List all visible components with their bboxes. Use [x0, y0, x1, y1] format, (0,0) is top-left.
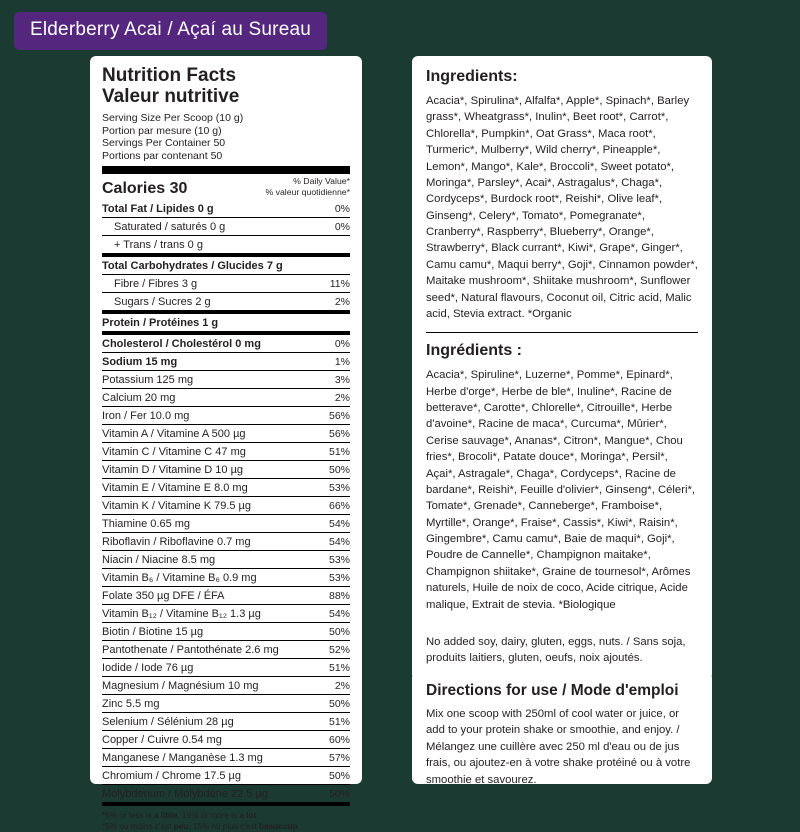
nutrient-daily-value: 0% [334, 202, 350, 215]
ingredients-text-en: Acacia*, Spirulina*, Alfalfa*, Apple*, Spinach*, Barley grass*, Wheatgrass*, Inulin*, Beet root*, Carrot*, Chlorella*, Pumpkin*, Oat Grass*, Maca root*, Turmeric*, Mulberry*, Wild cherry*, Pineapple*, Lemon*, Mango*, Kale*, Broccoli*, Sweet potato*, Moringa*, Parsley*, Acai*, Astragalus*, Chaga*, Cordyceps*, Burdock root*, Reishi*, Olive leaf*, Ginseng*, Celery*, Tomato*, Pomegranate*, Cranberry*, Raspberry*, Blueberry*, Orange*, Strawberry*, Black currant*, Kiwi*, Grape*, Ginger*, Camu camu*, Maqui berry*, Goji*, Cinnamon powder*, Maitake mushroom*, Shiitake mushroom*, Sunflower seed*, Natural flavours, Coconut oil, Citric acid, Malic acid, Stevia extract. *Organic [426, 95, 698, 320]
nutrient-daily-value: 51% [324, 659, 350, 677]
nutrition-row [102, 551, 350, 569]
nutrient-daily-value: 66% [324, 497, 350, 515]
directions-text: Mix one scoop with 250ml of cool water or juice, or add to your protein shake or smoothie, and enjoy. / Mélangez une cuillère avec 250 ml d'eau ou de jus frais, ou ajoutez-en à votre shake protéiné ou à votre smoothie et savourez. [426, 708, 691, 786]
nutrient-label: Niacin / Niacine 8.5 mg [102, 551, 324, 569]
ingredients-title-fr: Ingrédients : [426, 342, 523, 360]
nutrition-row [102, 293, 350, 313]
nutrition-row [102, 497, 350, 515]
nutrition-row [102, 333, 350, 353]
nutrient-daily-value: 2% [324, 293, 350, 313]
nutrition-row [102, 587, 350, 605]
nutrient-label: Zinc 5.5 mg [102, 695, 324, 713]
daily-value-header-fr: % valeur quotidienne* [265, 187, 350, 198]
nutrient-label: Sodium 15 mg [102, 353, 324, 371]
footnote-en: *5% or less is a little, 15% or more is a lot [102, 811, 257, 821]
nutrition-title-en: Nutrition Facts [102, 65, 237, 86]
nutrient-daily-value: 1% [324, 353, 350, 371]
nutrient-label: Vitamin A / Vitamine A 500 µg [102, 425, 324, 443]
nutrition-row [102, 569, 350, 587]
nutrient-label: Magnesium / Magnésium 10 mg [102, 677, 324, 695]
nutrition-row [102, 479, 350, 497]
nutrient-label: Thiamine 0.65 mg [102, 515, 324, 533]
nutrient-daily-value: 2% [324, 677, 350, 695]
nutrient-daily-value: 50% [324, 623, 350, 641]
nutrient-label: Calcium 20 mg [102, 389, 324, 407]
nutrient-label: Vitamin B₆ / Vitamine B₆ 0.9 mg [102, 569, 324, 587]
nutrition-row [102, 200, 350, 218]
nutrition-row [102, 515, 350, 533]
nutrient-daily-value: 0% [324, 218, 350, 236]
nutrient-daily-value: 51% [324, 443, 350, 461]
nutrient-label: Iron / Fer 10.0 mg [102, 407, 324, 425]
allergen-text: No added soy, dairy, gluten, eggs, nuts. / Sans soja, produits laitiers, gluten, oeufs, noix ajoutés. [426, 636, 686, 665]
serving-size-fr: Portion par mesure (10 g) [102, 124, 222, 137]
nutrient-daily-value: 2% [324, 389, 350, 407]
divider-medium [102, 802, 350, 806]
nutrition-row [102, 371, 350, 389]
nutrient-daily-value: 52% [324, 641, 350, 659]
nutrient-daily-value: 54% [324, 605, 350, 623]
nutrient-daily-value: 50% [324, 695, 350, 713]
nutrition-row [102, 236, 350, 256]
ingredients-panel [412, 56, 712, 636]
nutrition-row [102, 713, 350, 731]
nutrition-row [102, 641, 350, 659]
nutrient-daily-value: 53% [324, 569, 350, 587]
nutrition-row [102, 533, 350, 551]
nutrient-label: Folate 350 µg DFE / ÉFA [102, 587, 324, 605]
daily-value-header-en: % Daily Value* [293, 176, 350, 187]
nutrient-label: Iodide / Iode 76 µg [102, 659, 324, 677]
nutrient-daily-value: 88% [324, 587, 350, 605]
nutrition-row [102, 749, 350, 767]
footnote-fr: *5% ou moins c'est peu, 15% ou plus c'est beaucoup [102, 822, 298, 832]
nutrient-label: Selenium / Sélénium 28 µg [102, 713, 324, 731]
serving-size-en: Serving Size Per Scoop (10 g) [102, 112, 244, 125]
nutrient-label: Protein / Protéines 1 g [102, 312, 324, 333]
nutrient-daily-value: 53% [324, 479, 350, 497]
nutrient-daily-value: 11% [324, 275, 350, 293]
nutrient-label: Biotin / Biotine 15 µg [102, 623, 324, 641]
nutrition-title-fr: Valeur nutritive [102, 85, 240, 107]
nutrient-label: Total Fat / Lipides 0 g [102, 202, 214, 215]
nutrient-daily-value: 54% [324, 533, 350, 551]
servings-per-container-fr: Portions par contenant 50 [102, 149, 223, 162]
ingredients-divider [426, 332, 698, 333]
nutrition-row [102, 312, 350, 333]
nutrient-label: Saturated / saturés 0 g [102, 218, 324, 236]
nutrient-daily-value: 60% [324, 731, 350, 749]
nutrition-row [102, 255, 350, 275]
divider-thick [102, 166, 350, 174]
nutrient-label: Cholesterol / Cholestérol 0 mg [102, 333, 324, 353]
nutrient-daily-value: 56% [324, 425, 350, 443]
nutrition-row [102, 443, 350, 461]
nutrition-row [102, 677, 350, 695]
nutrition-row [102, 425, 350, 443]
nutrient-daily-value: 54% [324, 515, 350, 533]
directions-title: Directions for use / Mode d'emploi [426, 682, 679, 699]
nutrient-daily-value: 3% [324, 371, 350, 389]
nutrition-row [102, 353, 350, 371]
nutrient-label: Chromium / Chrome 17.5 µg [102, 767, 324, 785]
nutrition-row [102, 407, 350, 425]
nutrient-label: Molybdenum / Molybdène 22.5 µg [102, 785, 324, 803]
ingredients-text-fr: Acacia*, Spiruline*, Luzerne*, Pomme*, Epinard*, Herbe d'orge*, Herbe de ble*, Inuline*, Racine de betterave*, Carotte*, Chlorelle*, Citrouille*, Herbe d'avoine*, Racine de maca*, Curcuma*, Mûrier*, Cerise sauvage*, Ananas*, Citron*, Mangue*, Chou fries*, Brocoli*, Patate douce*, Moringa*, Persil*, Açai*, Astragale*, Chaga*, Cordyceps*, Racine de bardane*, Reishi*, Feuille d'olivier*, Ginseng*, Céleri*, Tomate*, Grenade*, Canneberge*, Framboise*, Myrtille*, Orange*, Fraise*, Cassis*, Kiwi*, Raisin*, Gingembre*, Camu camu*, Baie de maqui*, Goji*, Poudre de Cannelle*, Champignon maitake*, Champignon shiitake*, Graine de tournesol*, Arômes naturels, Huile de noix de coco, Acide citrique, Acide malique, Extrait de stevia. *Biologique [426, 369, 696, 611]
nutrient-label: Potassium 125 mg [102, 371, 324, 389]
product-title: Elderberry Acai / Açaí au Sureau [30, 19, 311, 40]
nutrition-row [102, 623, 350, 641]
ingredients-title-en: Ingredients: [426, 68, 518, 85]
nutrient-daily-value: 57% [324, 749, 350, 767]
calories-row [102, 174, 350, 200]
directions-panel [412, 672, 712, 784]
nutrition-row [102, 767, 350, 785]
nutrition-row [102, 659, 350, 677]
nutrient-label: Vitamin E / Vitamine E 8.0 mg [102, 479, 324, 497]
nutrition-row [102, 731, 350, 749]
nutrition-row [102, 389, 350, 407]
nutrition-row [102, 275, 350, 293]
nutrient-label: Fibre / Fibres 3 g [102, 275, 324, 293]
nutrient-daily-value: 56% [324, 407, 350, 425]
nutrient-daily-value [324, 255, 350, 275]
nutrient-label: Vitamin D / Vitamine D 10 µg [102, 461, 324, 479]
nutrient-daily-value: 50% [324, 785, 350, 803]
nutrient-daily-value: 50% [324, 461, 350, 479]
nutrient-label: Sugars / Sucres 2 g [102, 293, 324, 313]
nutrient-label: Pantothenate / Pantothénate 2.6 mg [102, 641, 324, 659]
nutrition-table [102, 200, 350, 802]
nutrient-label: Vitamin B₁₂ / Vitamine B₁₂ 1.3 µg [102, 605, 324, 623]
nutrition-row [102, 218, 350, 236]
nutrient-daily-value [324, 236, 350, 256]
nutrient-daily-value [324, 312, 350, 333]
nutrition-row [102, 695, 350, 713]
nutrient-daily-value: 51% [324, 713, 350, 731]
nutrition-row [102, 605, 350, 623]
product-title-banner [14, 12, 327, 50]
nutrient-label: Total Carbohydrates / Glucides 7 g [102, 255, 324, 275]
nutrient-label: + Trans / trans 0 g [102, 236, 324, 256]
nutrient-label: Vitamin K / Vitamine K 79.5 µg [102, 497, 324, 515]
nutrient-label: Vitamin C / Vitamine C 47 mg [102, 443, 324, 461]
nutrient-daily-value: 53% [324, 551, 350, 569]
nutrient-label: Riboflavin / Riboflavine 0.7 mg [102, 533, 324, 551]
calories-label: Calories 30 [102, 180, 188, 198]
nutrient-label: Manganese / Manganèse 1.3 mg [102, 749, 324, 767]
nutrient-label: Copper / Cuivre 0.54 mg [102, 731, 324, 749]
nutrition-facts-panel [90, 56, 362, 832]
servings-per-container-en: Servings Per Container 50 [102, 137, 226, 150]
nutrition-row [102, 461, 350, 479]
nutrient-daily-value: 0% [324, 333, 350, 353]
nutrient-daily-value: 50% [324, 767, 350, 785]
